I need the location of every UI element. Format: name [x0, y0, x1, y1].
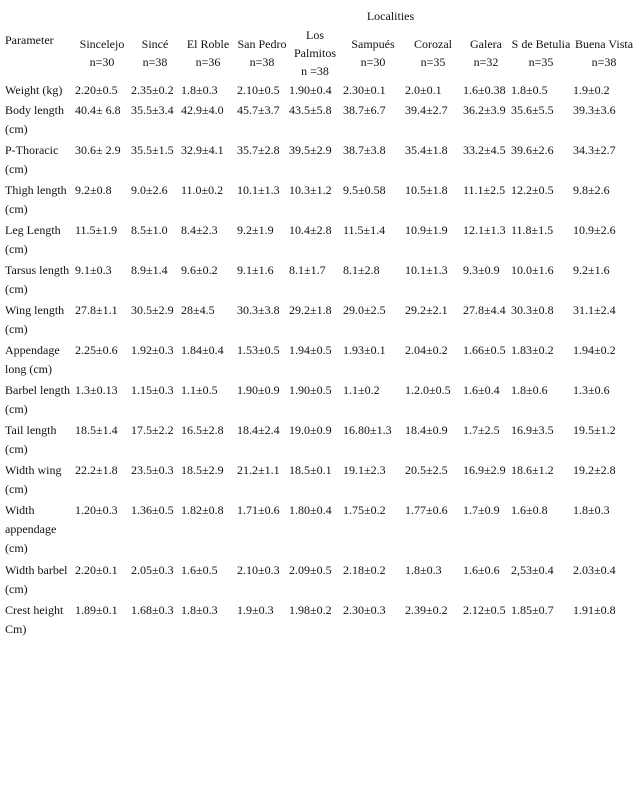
- table-row: [4, 341, 636, 381]
- value-cell: 1.92±0.3: [131, 343, 174, 357]
- value-cell: 2.10±0.3: [237, 563, 280, 577]
- value-cell: 19.0±0.9: [289, 423, 332, 437]
- value-cell: 1.77±0.6: [405, 503, 448, 517]
- value-cell: 29.2±2.1: [405, 303, 448, 317]
- value-cell: 9.2±1.6: [573, 263, 610, 277]
- value-cell: 1.90±0.5: [289, 383, 332, 397]
- locality-header: [510, 26, 572, 81]
- value-cell: 2.18±0.2: [343, 563, 386, 577]
- locality-header: [130, 26, 180, 81]
- table-row: [4, 561, 636, 601]
- value-cell: 1.8±0.3: [181, 603, 218, 617]
- value-cell: 11.5±1.9: [75, 223, 118, 237]
- value-cell: 11.5±1.4: [343, 223, 386, 237]
- value-cell: 1.8±0.3: [181, 83, 218, 97]
- locality-header-stack: [80, 35, 125, 71]
- value-cell: 38.7±3.8: [343, 143, 386, 157]
- value-cell: 11.8±1.5: [511, 223, 554, 237]
- locality-name: Sincelejo: [79, 37, 125, 51]
- value-cell: 1.36±0.5: [131, 503, 174, 517]
- value-cell: 1.71±0.6: [237, 503, 280, 517]
- value-cell: 2.05±0.3: [131, 563, 174, 577]
- value-cell: 42.9±4.0: [181, 103, 224, 117]
- locality-name: Galera: [470, 37, 502, 51]
- value-cell: 1.7±2.5: [463, 423, 500, 437]
- locality-name: San Pedro: [237, 37, 287, 51]
- value-cell: 9.2±0.8: [75, 183, 112, 197]
- value-cell: 8.4±2.3: [181, 223, 218, 237]
- value-cell: 8.5±1.0: [131, 223, 168, 237]
- value-cell: 1.6±0.4: [463, 383, 500, 397]
- value-cell: 22.2±1.8: [75, 463, 118, 477]
- value-cell: 1.7±0.9: [463, 503, 500, 517]
- table-row: [4, 81, 636, 101]
- value-cell: 21.2±1.1: [237, 463, 280, 477]
- value-cell: 1.3±0.13: [75, 383, 118, 397]
- value-cell: 8.1±1.7: [289, 263, 326, 277]
- value-cell: 9.3±0.9: [463, 263, 500, 277]
- parameter-name: Weight (kg): [5, 83, 63, 97]
- sample-size: n=38: [249, 55, 275, 69]
- value-cell: 9.1±0.3: [75, 263, 112, 277]
- value-cell: 39.3±3.6: [573, 103, 616, 117]
- value-cell: 2,53±0.4: [511, 563, 554, 577]
- value-cell: 1.1±0.2: [343, 383, 380, 397]
- sample-size: n=38: [142, 55, 168, 69]
- value-cell: 18.6±1.2: [511, 463, 554, 477]
- value-cell: 11.0±0.2: [181, 183, 224, 197]
- value-cell: 39.6±2.6: [511, 143, 554, 157]
- locality-name: Corozal: [414, 37, 452, 51]
- value-cell: 39.5±2.9: [289, 143, 332, 157]
- locality-header-stack: [575, 35, 633, 71]
- value-cell: 18.5±0.1: [289, 463, 332, 477]
- value-cell: 2.25±0.6: [75, 343, 118, 357]
- table-row: [4, 601, 636, 641]
- value-cell: 30.3±3.8: [237, 303, 280, 317]
- table-row: [4, 501, 636, 561]
- value-cell: 27.8±1.1: [75, 303, 118, 317]
- parameter-name: Width barbel (cm): [5, 563, 68, 596]
- value-cell: 16.80±1.3: [343, 423, 392, 437]
- value-cell: 20.5±2.5: [405, 463, 448, 477]
- value-cell: 45.7±3.7: [237, 103, 280, 117]
- value-cell: 10.5±1.8: [405, 183, 448, 197]
- table-row: [4, 421, 636, 461]
- value-cell: 35.6±5.5: [511, 103, 554, 117]
- table-row: [4, 261, 636, 301]
- value-cell: 11.1±2.5: [463, 183, 506, 197]
- value-cell: 1.6±0.5: [181, 563, 218, 577]
- value-cell: 10.9±2.6: [573, 223, 616, 237]
- value-cell: 10.1±1.3: [405, 263, 448, 277]
- sample-size: n=35: [528, 55, 554, 69]
- value-cell: 12.1±1.3: [463, 223, 506, 237]
- value-cell: 30.3±0.8: [511, 303, 554, 317]
- sample-size: n=30: [89, 55, 115, 69]
- value-cell: 2.39±0.2: [405, 603, 448, 617]
- value-cell: 2.30±0.1: [343, 83, 386, 97]
- value-cell: 23.5±0.3: [131, 463, 174, 477]
- locality-header-stack: [289, 26, 341, 80]
- value-cell: 18.5±2.9: [181, 463, 224, 477]
- locality-name: Buena Vista: [574, 37, 634, 51]
- value-cell: 1.8±0.6: [511, 383, 548, 397]
- locality-header: [572, 26, 636, 81]
- value-cell: 33.2±4.5: [463, 143, 506, 157]
- value-cell: 1.6±0.8: [511, 503, 548, 517]
- value-cell: 32.9±4.1: [181, 143, 224, 157]
- value-cell: 18.4±2.4: [237, 423, 280, 437]
- value-cell: 1.91±0.8: [573, 603, 616, 617]
- parameter-name: Crest height Cm): [5, 603, 64, 636]
- value-cell: 12.2±0.5: [511, 183, 554, 197]
- locality-header: [404, 26, 462, 81]
- value-cell: 1.90±0.4: [289, 83, 332, 97]
- value-cell: 1.1±0.5: [181, 383, 218, 397]
- locality-header: [74, 26, 130, 81]
- locality-name: Sampués: [351, 37, 395, 51]
- parameter-name: Leg Length (cm): [5, 223, 61, 256]
- value-cell: 1.90±0.9: [237, 383, 280, 397]
- value-cell: 29.2±1.8: [289, 303, 332, 317]
- table-row: [4, 181, 636, 221]
- locality-header: [462, 26, 510, 81]
- value-cell: 28±4.5: [181, 303, 215, 317]
- value-cell: 9.0±2.6: [131, 183, 168, 197]
- value-cell: 1.20±0.3: [75, 503, 118, 517]
- locality-header: [288, 26, 342, 81]
- locality-name: El Roble: [186, 37, 230, 51]
- value-cell: 1.9±0.2: [573, 83, 610, 97]
- value-cell: 10.1±1.3: [237, 183, 280, 197]
- value-cell: 2.12±0.5: [463, 603, 506, 617]
- value-cell: 8.1±2.8: [343, 263, 380, 277]
- value-cell: 35.5±3.4: [131, 103, 174, 117]
- parameter-name: Wing length (cm): [5, 303, 65, 336]
- value-cell: 2.20±0.1: [75, 563, 118, 577]
- value-cell: 1.66±0.5: [463, 343, 506, 357]
- locality-name: S de Betulia: [511, 37, 571, 51]
- value-cell: 9.2±1.9: [237, 223, 274, 237]
- locality-header: [180, 26, 236, 81]
- locality-name: Los Palmitos: [293, 28, 336, 60]
- value-cell: 35.4±1.8: [405, 143, 448, 157]
- value-cell: 1.93±0.1: [343, 343, 386, 357]
- sample-size: n=38: [591, 55, 617, 69]
- value-cell: 10.9±1.9: [405, 223, 448, 237]
- value-cell: 29.0±2.5: [343, 303, 386, 317]
- value-cell: 1.83±0.2: [511, 343, 554, 357]
- locality-header-stack: [351, 35, 394, 71]
- parameter-name: Width wing (cm): [5, 463, 62, 496]
- value-cell: 1.9±0.3: [237, 603, 274, 617]
- value-cell: 34.3±2.7: [573, 143, 616, 157]
- value-cell: 16.9±2.9: [463, 463, 506, 477]
- value-cell: 27.8±4.4: [463, 303, 506, 317]
- value-cell: 36.2±3.9: [463, 103, 506, 117]
- value-cell: 31.1±2.4: [573, 303, 616, 317]
- value-cell: 1.84±0.4: [181, 343, 224, 357]
- value-cell: 1.3±0.6: [573, 383, 610, 397]
- sample-size: n=35: [420, 55, 446, 69]
- sample-size: n=36: [195, 55, 221, 69]
- parameter-name: P-Thoracic (cm): [5, 143, 59, 176]
- value-cell: 2.09±0.5: [289, 563, 332, 577]
- value-cell: 17.5±2.2: [131, 423, 174, 437]
- value-cell: 2.20±0.5: [75, 83, 118, 97]
- parameter-header-label: Parameter: [5, 32, 54, 47]
- table-body: [4, 81, 636, 641]
- value-cell: 19.1±2.3: [343, 463, 386, 477]
- value-cell: 2.30±0.3: [343, 603, 386, 617]
- value-cell: 16.9±3.5: [511, 423, 554, 437]
- value-cell: 1.8±0.5: [511, 83, 548, 97]
- table-row: [4, 461, 636, 501]
- value-cell: 9.1±1.6: [237, 263, 274, 277]
- value-cell: 39.4±2.7: [405, 103, 448, 117]
- locality-header-stack: [238, 35, 287, 71]
- sample-size: n=32: [473, 55, 499, 69]
- value-cell: 19.5±1.2: [573, 423, 616, 437]
- value-cell: 10.4±2.8: [289, 223, 332, 237]
- locality-header-stack: [470, 35, 502, 71]
- value-cell: 35.7±2.8: [237, 143, 280, 157]
- supra-header-row: [4, 6, 636, 26]
- value-cell: 1.85±0.7: [511, 603, 554, 617]
- parameter-name: Tarsus length (cm): [5, 263, 70, 296]
- table-row: [4, 301, 636, 341]
- locality-header: [342, 26, 404, 81]
- value-cell: 38.7±6.7: [343, 103, 386, 117]
- value-cell: 1.6±0.38: [463, 83, 506, 97]
- locality-header-stack: [142, 35, 169, 71]
- value-cell: 19.2±2.8: [573, 463, 616, 477]
- value-cell: 1.89±0.1: [75, 603, 118, 617]
- value-cell: 1.75±0.2: [343, 503, 386, 517]
- value-cell: 1.82±0.8: [181, 503, 224, 517]
- value-cell: 35.5±1.5: [131, 143, 174, 157]
- value-cell: 2.0±0.1: [405, 83, 442, 97]
- table-row: [4, 381, 636, 421]
- value-cell: 1.2.0±0.5: [405, 383, 451, 397]
- table-row: [4, 141, 636, 181]
- value-cell: 1.15±0.3: [131, 383, 174, 397]
- locality-header-stack: [187, 35, 229, 71]
- value-cell: 1.8±0.3: [573, 503, 610, 517]
- value-cell: 1.94±0.2: [573, 343, 616, 357]
- locality-header: [236, 26, 288, 81]
- parameter-name: Appendage long (cm): [5, 343, 60, 376]
- value-cell: 2.03±0.4: [573, 563, 616, 577]
- parameter-name: Barbel length (cm): [5, 383, 70, 416]
- value-cell: 18.5±1.4: [75, 423, 118, 437]
- value-cell: 9.8±2.6: [573, 183, 610, 197]
- parameter-name: Width appendage (cm): [5, 503, 57, 555]
- locality-header-stack: [512, 35, 571, 71]
- morphometric-table: [4, 6, 636, 641]
- value-cell: 43.5±5.8: [289, 103, 332, 117]
- value-cell: 1.68±0.3: [131, 603, 174, 617]
- value-cell: 16.5±2.8: [181, 423, 224, 437]
- value-cell: 40.4± 6.8: [75, 103, 121, 117]
- value-cell: 9.5±0.58: [343, 183, 386, 197]
- sample-size: n=30: [360, 55, 386, 69]
- value-cell: 1.98±0.2: [289, 603, 332, 617]
- value-cell: 10.0±1.6: [511, 263, 554, 277]
- value-cell: 2.04±0.2: [405, 343, 448, 357]
- parameter-name: Thigh length (cm): [5, 183, 67, 216]
- column-header-row: [4, 26, 636, 81]
- value-cell: 8.9±1.4: [131, 263, 168, 277]
- locality-header-stack: [414, 35, 452, 71]
- sample-size: n =38: [301, 64, 329, 78]
- value-cell: 2.35±0.2: [131, 83, 174, 97]
- table-row: [4, 221, 636, 261]
- value-cell: 9.6±0.2: [181, 263, 218, 277]
- parameter-header: [4, 26, 74, 81]
- locality-name: Sincé: [141, 37, 169, 51]
- value-cell: 30.5±2.9: [131, 303, 174, 317]
- table-row: [4, 101, 636, 141]
- value-cell: 18.4±0.9: [405, 423, 448, 437]
- value-cell: 1.80±0.4: [289, 503, 332, 517]
- value-cell: 1.94±0.5: [289, 343, 332, 357]
- value-cell: 30.6± 2.9: [75, 143, 121, 157]
- value-cell: 1.53±0.5: [237, 343, 280, 357]
- value-cell: 1.8±0.3: [405, 563, 442, 577]
- value-cell: 2.10±0.5: [237, 83, 280, 97]
- parameter-name: Body length (cm): [5, 103, 64, 136]
- parameter-name: Tail length (cm): [5, 423, 57, 456]
- value-cell: 1.6±0.6: [463, 563, 500, 577]
- localities-header: Localities: [366, 9, 415, 23]
- value-cell: 10.3±1.2: [289, 183, 332, 197]
